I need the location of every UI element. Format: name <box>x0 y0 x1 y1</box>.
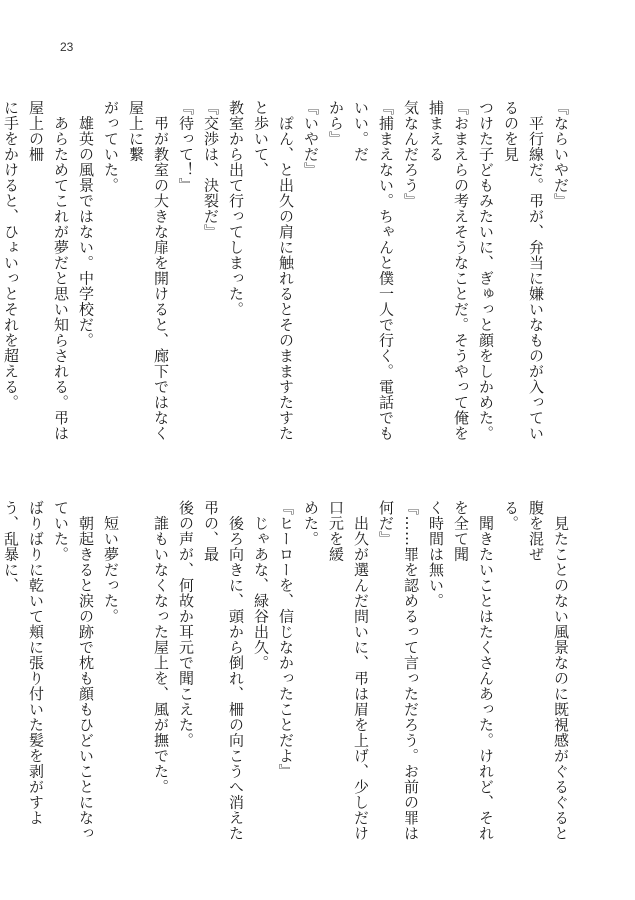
top-text-line: がっていた。 <box>102 100 120 193</box>
top-text-line: 『待って！』 <box>177 100 195 193</box>
top-text-line: 『いやだ』 <box>302 100 320 178</box>
top-text-line: 雄英の風景ではない。中学校だ。 <box>77 100 95 348</box>
bottom-text-line: 朝起きると涙の跡で枕も顔もひどいことになっていた。 <box>52 500 95 841</box>
bottom-text-line: 誰もいなくなった屋上を、風が撫でた。 <box>152 500 170 795</box>
top-text-line: 『ならいやだ』 <box>552 100 570 209</box>
top-text-line: 『捕まえない。ちゃんと僕一人で行く。電話でもいい。だ <box>352 100 395 441</box>
top-text-line: 弔が教室の大きな扉を開けると、廊下ではなく屋上に繋 <box>127 100 170 441</box>
bottom-text-line: 短い夢だった。 <box>102 500 120 624</box>
bottom-text-line: じゃあな、緑谷出久。 <box>252 500 270 671</box>
bottom-text-line: 後の声が、何故か耳元で聞こえた。 <box>177 500 195 748</box>
bottom-text-line: 見たことのない風景なのに既視感がぐるぐると腹を混ぜ <box>527 500 570 841</box>
bottom-text-line: 『……罪を認めるって言っただろう。お前の罪は何だ』 <box>377 500 420 841</box>
top-text-line: 『おまえらの考えそうなことだ。そうやって俺を捕まえる <box>427 100 470 441</box>
page-number: 23 <box>60 40 74 54</box>
bottom-text-line: 出久が選んだ問いに、弔は眉を上げ、少しだけ口元を緩 <box>327 500 370 841</box>
bottom-text-line: 『ヒーローを、信じなかったことだよ』 <box>277 500 295 779</box>
bottom-text-line <box>123 500 148 845</box>
top-text-line: つけた子どもみたいに、ぎゅっと顔をしかめた。 <box>477 100 495 441</box>
top-text-line: 平行線だ。弔が、弁当に嫌いなものが入っているのを見 <box>502 100 545 441</box>
top-text-line: 『交渉は、決裂だ』 <box>202 100 220 240</box>
bottom-text-block <box>2 500 573 845</box>
bottom-text-line: ばりばりに乾いて頬に張り付いた髪を剥がすよう、乱暴に、 <box>2 500 45 826</box>
top-text-line: 教室から出て行ってしまった。 <box>227 100 245 317</box>
top-text-line: ぽん、と出久の肩に触れるとそのまますたすたと歩いて、 <box>252 100 295 441</box>
bottom-text-line: く時間は無い。 <box>427 500 445 609</box>
top-text-block <box>2 100 573 445</box>
top-text-line: から』 <box>327 100 345 147</box>
top-text-line: あらためてこれが夢だと思い知らされる。弔は屋上の柵 <box>27 100 70 441</box>
bottom-text-line: めた。 <box>302 500 320 547</box>
bottom-text-line: る。 <box>502 500 520 531</box>
bottom-text-line: 聞きたいことはたくさんあった。けれど、それを全て聞 <box>452 500 495 841</box>
top-text-line: 気なんだろう』 <box>402 100 420 209</box>
bottom-text-line: 後ろ向きに、頭から倒れ、柵の向こうへ消えた弔の、最 <box>202 500 245 841</box>
top-text-line: に手をかけると、ひょいっとそれを超える。 <box>2 100 20 410</box>
